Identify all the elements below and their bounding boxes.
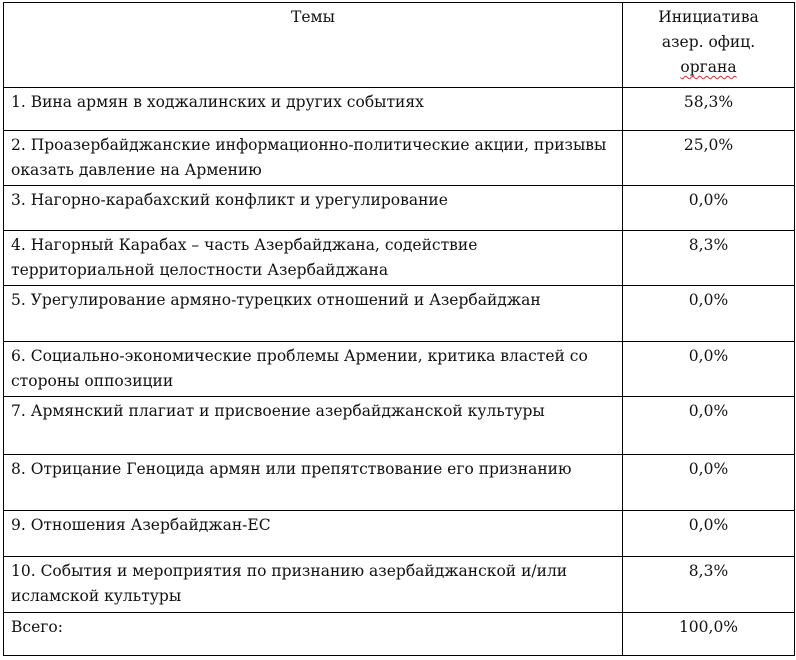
row-topic: 2. Проазербайджанские информационно-политические акции, призывы оказать давление на Армению [4, 131, 623, 186]
row-topic: 8. Отрицание Геноцида армян или препятствование его признанию [4, 455, 623, 511]
table-row [4, 286, 795, 342]
row-value: 8,3% [623, 557, 795, 613]
header-initiative-line2: азер. офиц. [661, 33, 756, 51]
header-initiative [623, 3, 795, 88]
row-value: 25,0% [623, 131, 795, 186]
row-value: 0,0% [623, 186, 795, 231]
table-row [4, 511, 795, 557]
row-value: 0,0% [623, 397, 795, 455]
header-topics: Темы [4, 3, 623, 88]
row-topic: 1. Вина армян в ходжалинских и других событиях [4, 88, 623, 131]
table-row [4, 231, 795, 286]
row-topic: 4. Нагорный Карабах – часть Азербайджана, содействие территориальной целостности Азербайджана [4, 231, 623, 286]
header-initiative-line1: Инициатива [658, 8, 759, 26]
row-value: 0,0% [623, 455, 795, 511]
total-label: Всего: [4, 613, 623, 656]
row-value: 0,0% [623, 286, 795, 342]
header-initiative-line3: органа [680, 58, 737, 76]
topics-table [3, 2, 795, 656]
row-topic: 10. События и мероприятия по признанию азербайджанской и/или исламской культуры [4, 557, 623, 613]
row-value: 8,3% [623, 231, 795, 286]
row-topic: 3. Нагорно-карабахский конфликт и урегулирование [4, 186, 623, 231]
header-row [4, 3, 795, 88]
row-value: 0,0% [623, 342, 795, 397]
row-topic: 5. Урегулирование армяно-турецких отношений и Азербайджан [4, 286, 623, 342]
table-row [4, 557, 795, 613]
table-row [4, 88, 795, 131]
total-row [4, 613, 795, 656]
table-row [4, 131, 795, 186]
total-value: 100,0% [623, 613, 795, 656]
table-row [4, 397, 795, 455]
table-row [4, 455, 795, 511]
row-value: 58,3% [623, 88, 795, 131]
row-value: 0,0% [623, 511, 795, 557]
row-topic: 7. Армянский плагиат и присвоение азербайджанской культуры [4, 397, 623, 455]
row-topic: 6. Социально-экономические проблемы Армении, критика властей со стороны оппозиции [4, 342, 623, 397]
row-topic: 9. Отношения Азербайджан-ЕС [4, 511, 623, 557]
table-row [4, 186, 795, 231]
table-row [4, 342, 795, 397]
